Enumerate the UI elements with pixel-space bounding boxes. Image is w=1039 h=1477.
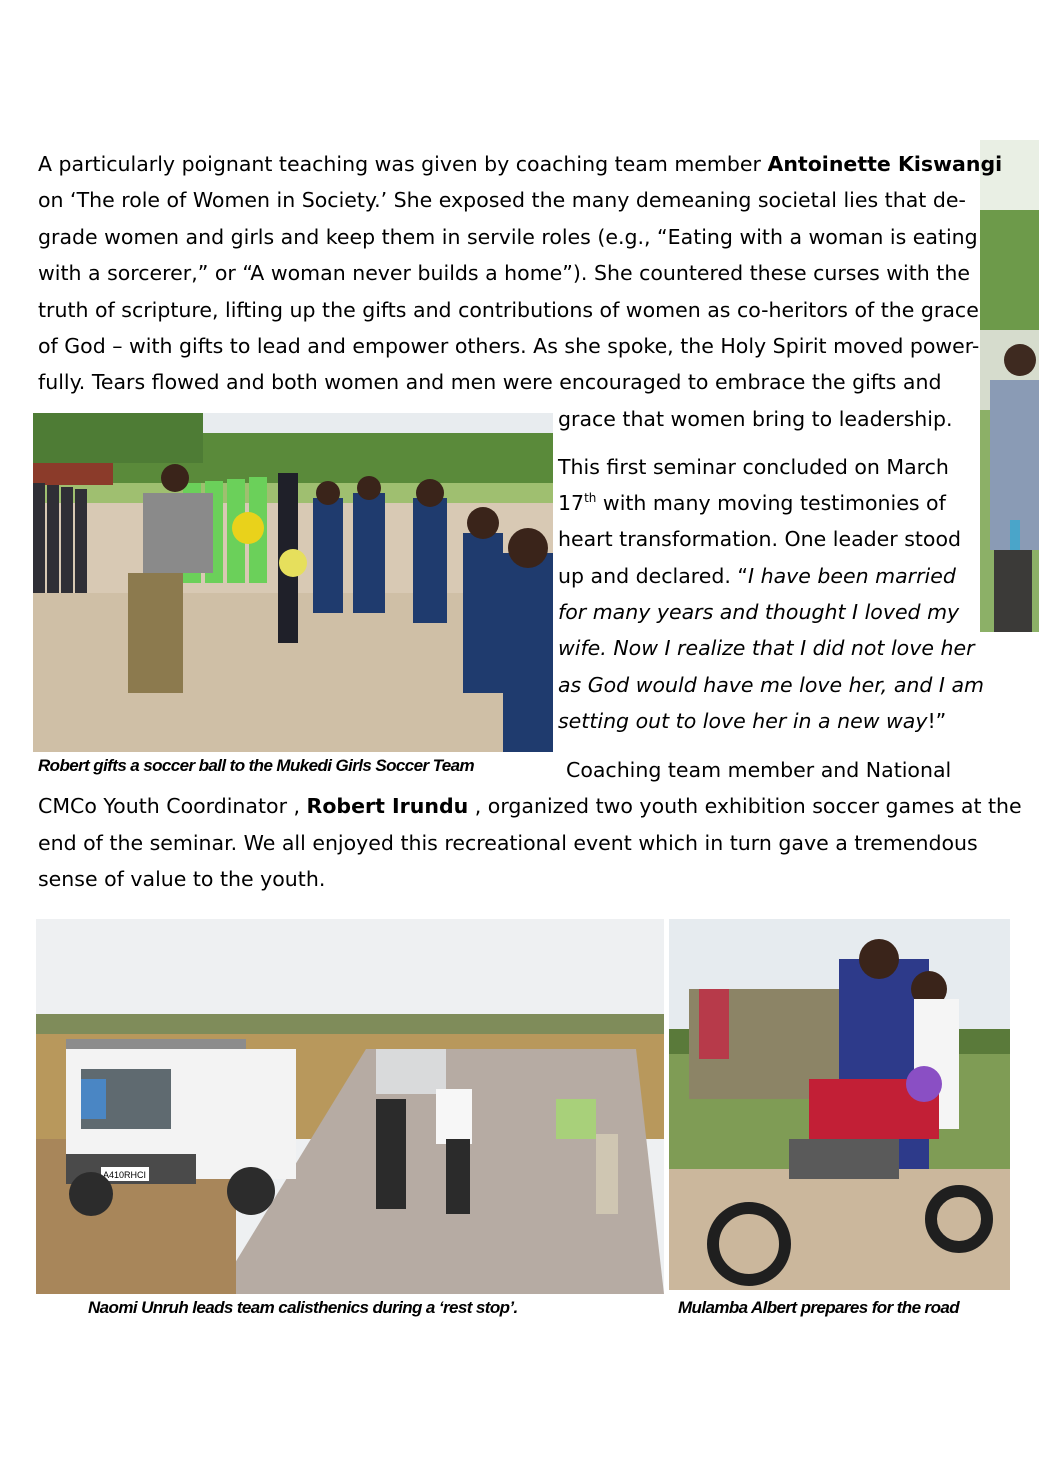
paragraph-line: fully. Tears flowed and both women and men were encouraged to embrace the gifts and: [38, 370, 942, 394]
paragraph-line: Coaching team member and National: [566, 758, 952, 782]
person-name: Antoinette Kiswangi: [767, 152, 1003, 176]
paragraph-line: sense of value to the youth.: [38, 867, 326, 891]
soccer-photo-caption: Robert gifts a soccer ball to the Mukedi Girls Soccer Team: [38, 756, 474, 775]
calisthenics-photo-caption: Naomi Unruh leads team calisthenics during a ‘rest stop’.: [88, 1298, 518, 1317]
paragraph-line: end of the seminar. We all enjoyed this recreational event which in turn gave a tremendous: [38, 831, 978, 855]
soccer-team-photo: [33, 413, 553, 752]
paragraph-line: 17th with many moving testimonies of: [558, 491, 946, 515]
paragraph-line: truth of scripture, lifting up the gifts and contributions of women as co-heritors of the grace: [38, 298, 979, 322]
paragraph-line: of God – with gifts to lead and empower others. As she spoke, the Holy Spirit moved power-: [38, 334, 980, 358]
paragraph-line: CMCo Youth Coordinator , Robert Irundu , organized two youth exhibition soccer games at the: [38, 794, 1022, 818]
motorcycle-photo: [669, 919, 1010, 1290]
person-name: Robert Irundu: [306, 794, 469, 818]
paragraph-line: heart transformation. One leader stood: [558, 527, 962, 551]
motorcycle-photo-caption: Mulamba Albert prepares for the road: [678, 1298, 959, 1317]
paragraph-line: grade women and girls and keep them in servile roles (e.g., “Eating with a woman is eating: [38, 225, 978, 249]
license-plate-text: A410RHCI: [103, 1170, 147, 1180]
paragraph-line: as God would have me love her, and I am: [558, 673, 985, 697]
edge-photo-man: [980, 140, 1039, 632]
paragraph-line: for many years and thought I loved my: [558, 600, 960, 624]
calisthenics-photo: [36, 919, 664, 1294]
paragraph-line: up and declared. “I have been married: [558, 564, 956, 588]
paragraph-line: on ‘The role of Women in Society.’ She exposed the many demeaning societal lies that de-: [38, 188, 966, 212]
paragraph-line: This first seminar concluded on March: [558, 455, 949, 479]
paragraph-line: setting out to love her in a new way!”: [558, 709, 947, 733]
paragraph-line: grace that women bring to leadership.: [558, 407, 953, 431]
paragraph-line: with a sorcerer,” or “A woman never builds a home”). She countered these curses with the: [38, 261, 970, 285]
paragraph-line: wife. Now I realize that I did not love her: [558, 636, 975, 660]
paragraph-line: A particularly poignant teaching was given by coaching team member Antoinette Kiswangi: [38, 152, 1003, 176]
